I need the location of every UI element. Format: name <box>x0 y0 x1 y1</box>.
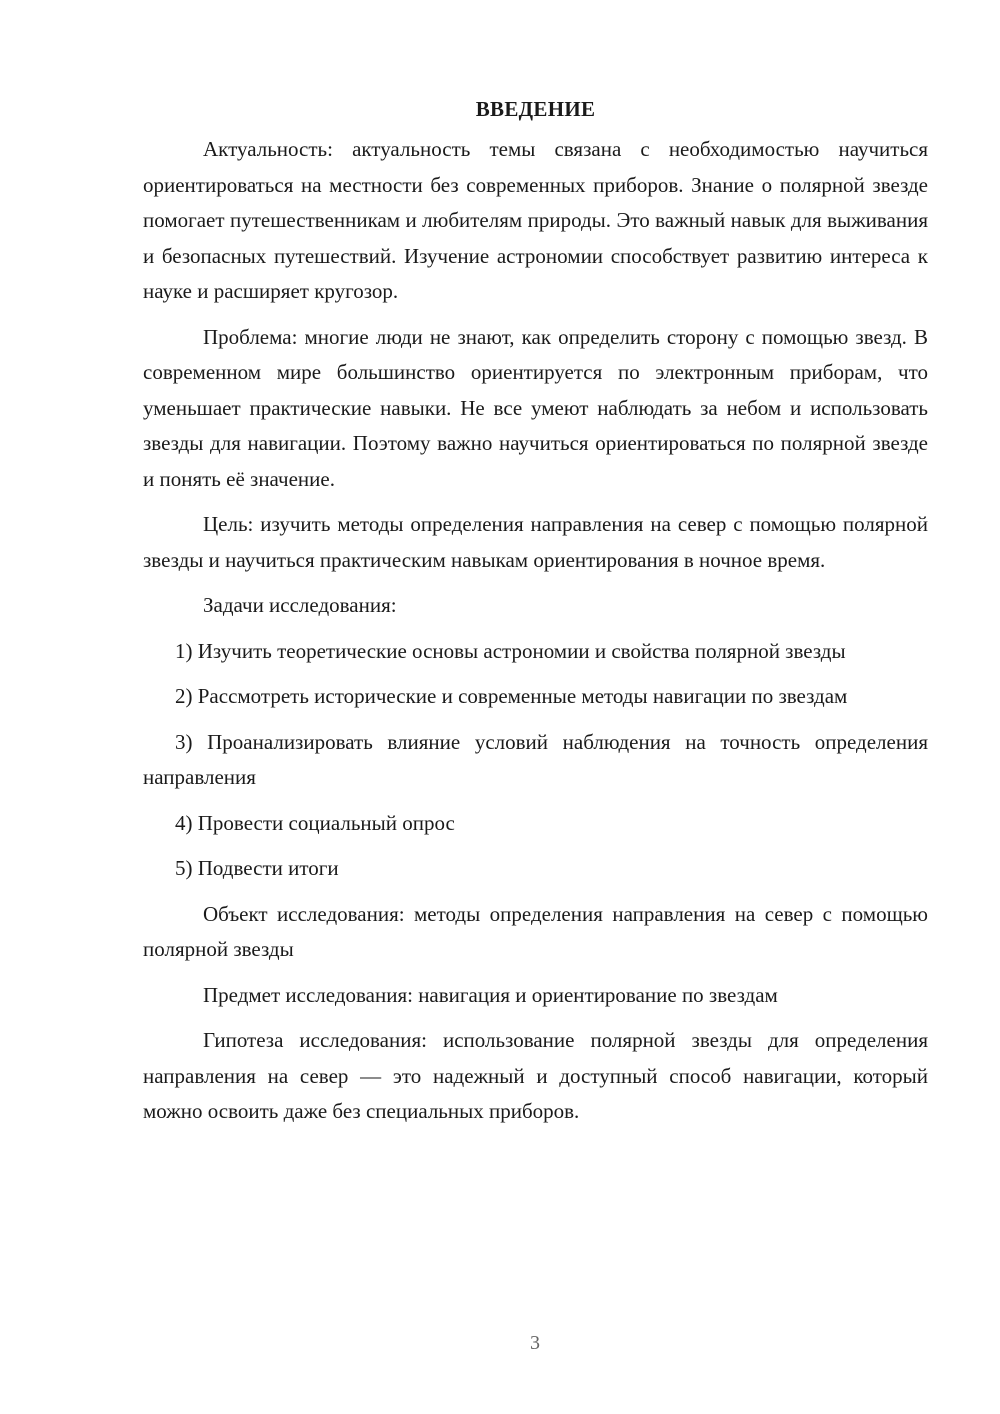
page-number: 3 <box>530 1332 540 1354</box>
task-item: 3) Проанализировать влияние условий наблюдения на точность определения направления <box>143 729 928 789</box>
problem-paragraph: Проблема: многие люди не знают, как определить сторону с помощью звезд. В современном мире большинство ориентируется по электронным приборам, что уменьшает практические навыки. Не все умеют наблюдать за небом и использовать звезды для навигации. Поэтому важно научиться ориентироваться по полярной звезде и понять её значение. <box>143 324 928 491</box>
task-item: 1) Изучить теоретические основы астрономии и свойства полярной звезды <box>175 638 846 663</box>
tasks-heading: Задачи исследования: <box>203 593 397 617</box>
document-body <box>143 92 928 1130</box>
task-item: 4) Провести социальный опрос <box>175 810 455 835</box>
hypothesis-paragraph: Гипотеза исследования: использование полярной звезды для определения направления на север — это надежный и доступный способ навигации, который можно освоить даже без специальных приборов. <box>143 1028 928 1123</box>
goal-paragraph: Цель: изучить методы определения направления на север с помощью полярной звезды и научиться практическим навыкам ориентирования в ночное время. <box>143 512 928 572</box>
subject-paragraph: Предмет исследования: навигация и ориентирование по звездам <box>203 982 778 1007</box>
task-item: 5) Подвести итоги <box>175 856 339 880</box>
object-paragraph: Объект исследования: методы определения направления на север с помощью полярной звезды <box>143 901 928 961</box>
task-item: 2) Рассмотреть исторические и современные методы навигации по звездам <box>175 684 848 708</box>
section-title: ВВЕДЕНИЕ <box>475 97 596 121</box>
relevance-paragraph: Актуальность: актуальность темы связана с необходимостью научиться ориентироваться на местности без современных приборов. Знание о полярной звезде помогает путешественникам и любителям природы. Это важный навык для выживания и безопасных путешествий. Изучение астрономии способствует развитию интереса к науке и расширяет кругозор. <box>143 137 928 303</box>
